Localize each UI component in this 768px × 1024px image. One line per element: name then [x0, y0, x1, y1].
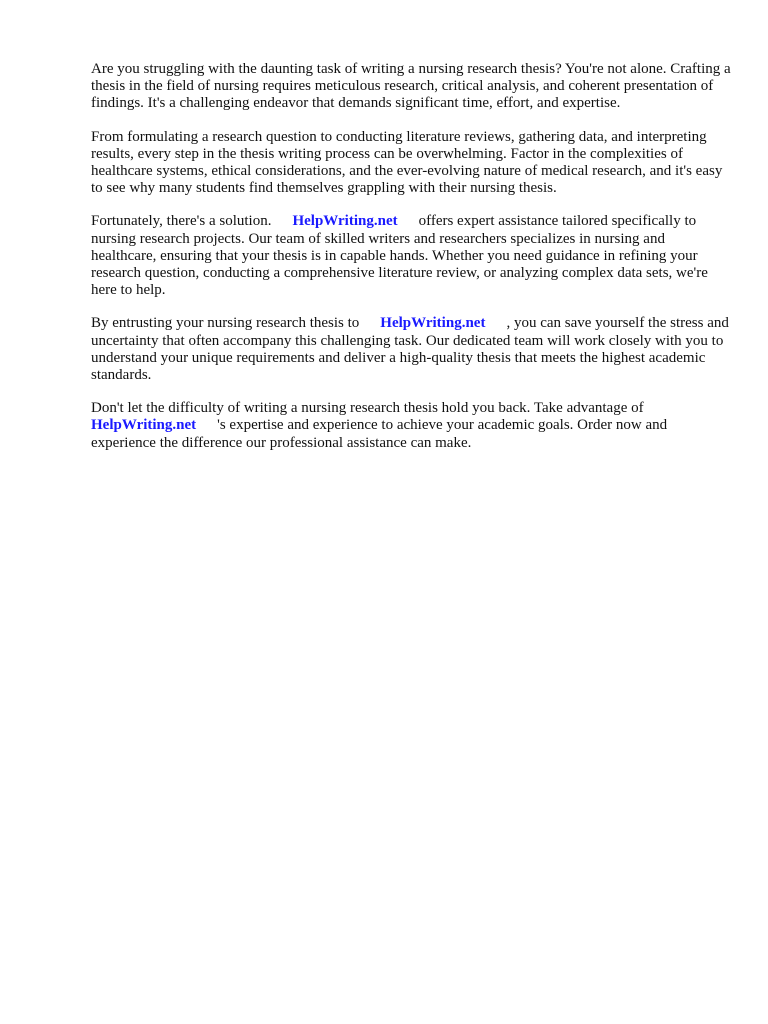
paragraph-entrusting-rest: , you can save yourself the stress and uncertainty that often accompany this challenging task. Our dedicated team will work closely with you to understand your unique requirements and deliver a high-quality thesis that meets the highest academic standards.	[91, 315, 729, 384]
helpwriting-link[interactable]: HelpWriting.net	[292, 213, 398, 230]
helpwriting-link[interactable]: HelpWriting.net	[91, 417, 197, 434]
paragraph-cta-lead: Don't let the difficulty of writing a nursing research thesis hold you back. Take advantage of	[91, 400, 644, 417]
paragraph-entrusting-lead: By entrusting your nursing research thesis to	[91, 315, 360, 332]
document-body	[91, 61, 731, 468]
paragraph-process: From formulating a research question to conducting literature reviews, gathering data, and interpreting results, every step in the thesis writing process can be overwhelming. Factor in the complexities of healthcare systems, ethical considerations, and the ever-evolving nature of medical research, and it's easy to see why many students find themselves grappling with their nursing thesis.	[91, 128, 723, 197]
paragraph-solution-rest: offers expert assistance tailored specifically to nursing research projects. Our team of skilled writers and researchers specializes in nursing and healthcare, ensuring that your thesis is in capable hands. Whether you need guidance in refining your research question, conducting a comprehensive literature review, or analyzing complex data sets, we're here to help.	[91, 213, 708, 299]
paragraph-entrusting	[91, 315, 731, 384]
paragraph-call-to-action	[91, 400, 731, 452]
paragraph-intro: Are you struggling with the daunting task of writing a nursing research thesis? You're not alone. Crafting a thesis in the field of nursing requires meticulous research, critical analysis, and coherent presentation of findings. It's a challenging endeavor that demands significant time, effort, and expertise.	[91, 61, 731, 112]
helpwriting-link[interactable]: HelpWriting.net	[380, 315, 486, 332]
paragraph-solution-lead: Fortunately, there's a solution.	[91, 213, 272, 230]
paragraph-solution	[91, 213, 731, 299]
paragraph-cta-rest: 's expertise and experience to achieve your academic goals. Order now and experience the difference our professional assistance can make.	[91, 417, 668, 451]
